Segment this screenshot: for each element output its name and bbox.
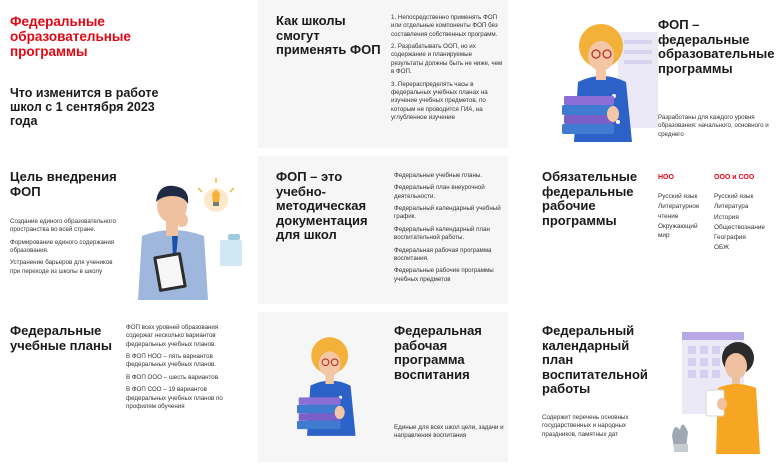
card-title: Федеральный календарный план воспитательной работы — [542, 323, 648, 397]
subject-item: Окружающий мир — [658, 222, 698, 240]
curricula-item: В ФОП НОО – пять вариантов федеральных учебных планов. — [126, 353, 217, 369]
goal-item: Устранение барьеров для учеников при переходе из школы в школу — [10, 259, 113, 275]
card-calendar-plan — [516, 312, 780, 462]
goal-item: Формирование единого содержания образования. — [10, 238, 115, 255]
doc-item: Федеральные рабочие программы учебных предметов — [394, 267, 494, 283]
subject-item: География — [714, 234, 746, 242]
subject-item: Русский язык — [658, 193, 698, 200]
point-1: 1. Непосредственно применять ФОП или отдельные компоненты ФОП без составления собственных программ. — [391, 14, 498, 38]
card-how-schools-apply — [258, 0, 508, 148]
subject-item: Литература — [714, 203, 749, 211]
card-subtitle: Что изменится в работе школ с 1 сентября 2023 года — [10, 86, 159, 128]
woman-with-folders-illustration — [292, 328, 384, 440]
card-fop-intro — [0, 0, 250, 148]
curricula-item: ФОП всех уровней образования содержат несколько вариантов федеральных учебных планов. — [126, 324, 219, 348]
card-title: ФОП – федеральные образовательные программы — [658, 17, 775, 76]
subject-item: ОБЖ — [714, 244, 730, 252]
card-title: Цель внедрения ФОП — [10, 169, 117, 199]
doc-item: Федеральный календарный учебный график. — [394, 205, 501, 221]
point-2: 2. Разрабатывать ООП, но их содержание и планируемые результаты должны быть не ниже, чем в ФОП. — [391, 43, 503, 76]
subject-item: Русский язык — [714, 193, 754, 200]
ooo-soo-column-title: ООО и СОО — [714, 174, 755, 181]
documentation-list — [394, 172, 504, 288]
card-title: Федеральная рабочая программа воспитания — [394, 323, 482, 382]
subject-item: Обществознание — [714, 223, 765, 231]
woman-with-folders-illustration — [556, 18, 666, 142]
card-title: Федеральные учебные планы — [10, 323, 112, 353]
card-fop-goals — [0, 156, 250, 304]
card-title: Как школы смогут применять ФОП — [276, 13, 381, 58]
subject-item: История — [714, 213, 739, 221]
doc-item: Федеральная рабочая программа воспитания. — [394, 246, 492, 262]
curricula-item: В ФОП ООО – шесть вариантов. — [126, 373, 220, 381]
goals-list — [10, 218, 122, 280]
goal-item: Создание единого образовательного пространства во всей стране. — [10, 218, 116, 234]
card-title: Обязательные федеральные рабочие программы — [542, 169, 638, 228]
card-education-program — [258, 312, 508, 462]
card-text: Содержит перечень основных государственных и народных праздников, памятных дат — [542, 414, 629, 438]
noo-column-title: НОО — [658, 174, 674, 181]
card-title: Федеральные образовательные программы — [10, 14, 131, 60]
card-title: ФОП – это учебно- методическая документация для школ — [276, 169, 368, 243]
card-mandatory-programs — [516, 156, 780, 304]
card-fop-documentation — [258, 156, 508, 304]
ooo-soo-subject-list — [714, 192, 778, 254]
doc-item: Федеральный календарный план воспитательной работы. — [394, 225, 490, 242]
curricula-item: В ФОП СОО – 19 вариантов федеральных учебных планов по профилям обучения — [126, 386, 223, 410]
noo-subject-list — [658, 192, 710, 241]
point-3: 3. Перераспределять часы в федеральных учебных планах на изучение учебных предметов, по которым не проводится ГИА, на углубленное изучение — [391, 80, 488, 121]
woman-with-calendar-illustration — [666, 326, 774, 454]
apply-points — [391, 14, 503, 126]
card-text: Единые для всех школ цели, задачи и направления воспитания — [394, 424, 504, 440]
card-text: Разработаны для каждого уровня образования: начального, основного и среднего — [658, 114, 769, 138]
curricula-list — [126, 324, 244, 415]
doc-item: Федеральные учебные планы. — [394, 172, 483, 179]
card-fop-definition — [516, 0, 780, 148]
subject-item: Литературное чтение — [658, 203, 700, 220]
card-federal-curricula — [0, 312, 250, 462]
doc-item: Федеральный план внеурочной деятельности. — [394, 184, 485, 200]
man-thinking-illustration — [128, 170, 246, 300]
